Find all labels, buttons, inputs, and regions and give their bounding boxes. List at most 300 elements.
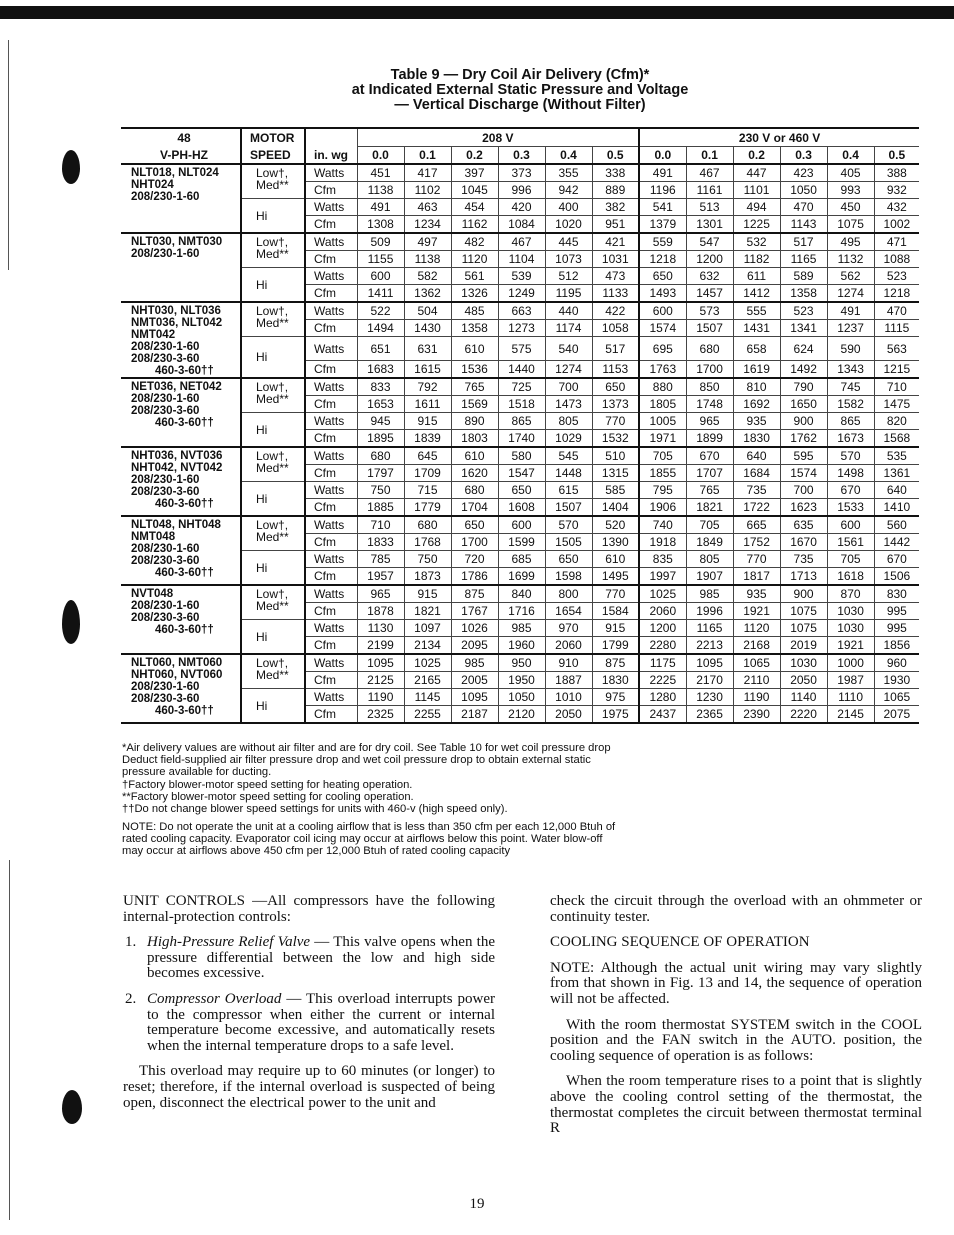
value-cell: 1473 [545,396,592,413]
model-line: NLT030, NMT030 [131,236,223,248]
table-row [121,164,919,182]
value-cell: 1709 [404,465,451,482]
pressure-header: 0.3 [780,147,827,165]
value-cell: 561 [451,268,498,285]
value-cell: 615 [545,482,592,499]
value-cell: 770 [592,413,639,430]
value-cell: 715 [404,482,451,499]
table-title-line-1: Table 9 — Dry Coil Air Delivery (Cfm)* [390,67,650,83]
value-cell: 423 [780,164,827,182]
unit-cell: Cfm [305,430,357,448]
value-cell: 740 [639,516,686,534]
speed-med-label: Med** [256,316,289,330]
table-row [121,516,919,534]
value-cell: 1495 [592,568,639,586]
value-cell: 1878 [357,603,404,620]
footnote-2: †Factory blower-motor speed setting for heating operation. [122,779,413,791]
value-cell: 540 [545,337,592,361]
value-cell: 1786 [451,568,498,586]
value-cell: 935 [733,413,780,430]
speed-low-label: Low†, [256,380,289,394]
value-cell: 2437 [639,706,686,724]
unit-cell: Cfm [305,465,357,482]
item-body: — This overload interrupts power to the compressor when either the current or internal temperature become excessive, and automatically resets when the internal temperature drops to a safe level. [147,990,495,1054]
value-cell: 563 [874,337,919,361]
value-cell: 1000 [827,654,874,672]
value-cell: 545 [545,447,592,465]
value-cell: 1768 [404,534,451,551]
value-cell: 610 [451,447,498,465]
value-cell: 1075 [780,620,827,637]
pressure-header: 0.5 [874,147,919,165]
value-cell: 735 [733,482,780,499]
section-heading: COOLING SEQUENCE OF OPERATION [550,934,810,951]
footnote-1a: *Air delivery values are without air filter and are for dry coil. See Table 10 for wet coil pressure drop [122,742,611,754]
value-cell: 2390 [733,706,780,724]
value-cell: 2145 [827,706,874,724]
value-cell: 470 [780,199,827,216]
page-number: 19 [469,1196,485,1212]
value-cell: 865 [827,413,874,430]
value-cell: 2365 [686,706,733,724]
value-cell: 2060 [545,637,592,655]
model-line: 460-3-60†† [155,498,214,510]
model-line: 208/230-3-60 [131,612,200,624]
unit-cell: Watts [305,447,357,465]
value-cell: 792 [404,378,451,396]
table-title-line-2: at Indicated External Static Pressure and Voltage [351,82,689,98]
value-cell: 491 [639,164,686,182]
value-cell: 1161 [686,182,733,199]
value-cell: 1830 [592,672,639,689]
value-cell: 1102 [404,182,451,199]
table-row [121,199,919,216]
value-cell: 1975 [592,706,639,724]
value-cell: 1803 [451,430,498,448]
model-line: 208/230-1-60 [131,681,200,693]
value-cell: 680 [451,482,498,499]
model-line: NMT042 [131,329,176,341]
value-cell: 1431 [733,320,780,337]
value-cell: 470 [874,302,919,320]
value-cell: 523 [780,302,827,320]
value-cell: 770 [592,585,639,603]
value-cell: 945 [357,413,404,430]
left-scan-edge [8,40,9,270]
model-line: NET036, NET042 [131,381,222,393]
speed-hi: Hi [241,620,305,655]
value-cell: 915 [404,585,451,603]
value-cell: 1115 [874,320,919,337]
value-cell: 582 [404,268,451,285]
value-cell: 1050 [498,689,545,706]
value-cell: 658 [733,337,780,361]
value-cell: 420 [498,199,545,216]
value-cell: 1030 [827,603,874,620]
unit-cell: Watts [305,164,357,182]
value-cell: 705 [686,516,733,534]
value-cell: 650 [498,482,545,499]
value-cell: 1341 [780,320,827,337]
value-cell: 1440 [498,361,545,379]
value-cell: 422 [592,302,639,320]
value-cell: 1218 [639,251,686,268]
speed-hi: Hi [241,337,305,379]
model-line: 208/230-3-60 [131,405,200,417]
unit-cell: Cfm [305,320,357,337]
unit-cell: Cfm [305,361,357,379]
value-cell: 1849 [686,534,733,551]
value-cell: 1025 [639,585,686,603]
value-cell: 1752 [733,534,780,551]
value-cell: 1598 [545,568,592,586]
value-cell: 995 [874,603,919,620]
value-cell: 1821 [686,499,733,517]
value-cell: 1050 [780,182,827,199]
value-cell: 1821 [404,603,451,620]
value-cell: 1498 [827,465,874,482]
value-cell: 1026 [451,620,498,637]
model-line: 208/230-1-60 [131,543,200,555]
motor-header: MOTOR [241,128,305,147]
value-cell: 1138 [404,251,451,268]
value-cell: 1020 [545,216,592,234]
value-cell: 454 [451,199,498,216]
value-cell: 995 [874,620,919,637]
top-scan-bar [0,6,954,19]
value-cell: 2125 [357,672,404,689]
value-cell: 1817 [733,568,780,586]
model-header: 48 [121,128,241,147]
unit-cell: Watts [305,378,357,396]
model-line: 460-3-60†† [155,624,214,636]
value-cell: 900 [780,413,827,430]
value-cell: 1748 [686,396,733,413]
value-cell: 950 [498,654,545,672]
value-cell: 1190 [357,689,404,706]
value-cell: 725 [498,378,545,396]
table-row [121,620,919,637]
value-cell: 373 [498,164,545,182]
value-cell: 996 [498,182,545,199]
value-cell: 960 [874,654,919,672]
value-cell: 1574 [780,465,827,482]
value-cell: 645 [404,447,451,465]
value-cell: 985 [498,620,545,637]
unit-cell: Cfm [305,499,357,517]
speed-low-med [241,302,305,337]
model-cell [121,233,241,302]
footnote-4: ††Do not change blower speed settings for units with 460-v (high speed only). [122,803,508,815]
value-cell: 1315 [592,465,639,482]
value-cell: 965 [686,413,733,430]
unit-cell: Watts [305,233,357,251]
binder-hole-mark [62,600,80,644]
value-cell: 870 [827,585,874,603]
value-cell: 1005 [639,413,686,430]
model-line: NHT030, NLT036 [131,305,221,317]
footnote-3: **Factory blower-motor speed setting for cooling operation. [122,791,414,803]
table-row [121,268,919,285]
value-cell: 1906 [639,499,686,517]
value-cell: 1611 [404,396,451,413]
table-row [121,337,919,361]
value-cell: 1190 [733,689,780,706]
value-cell: 2170 [686,672,733,689]
value-cell: 485 [451,302,498,320]
value-cell: 820 [874,413,919,430]
speed-low-med [241,164,305,199]
value-cell: 1196 [639,182,686,199]
value-cell: 785 [357,551,404,568]
value-cell: 1030 [780,654,827,672]
value-cell: 589 [780,268,827,285]
value-cell: 1779 [404,499,451,517]
value-cell: 1475 [874,396,919,413]
value-cell: 1120 [733,620,780,637]
value-cell: 1918 [639,534,686,551]
value-cell: 2095 [451,637,498,655]
value-cell: 765 [686,482,733,499]
value-cell: 1412 [733,285,780,303]
value-cell: 631 [404,337,451,361]
value-cell: 1895 [357,430,404,448]
value-cell: 680 [404,516,451,534]
value-cell: 482 [451,233,498,251]
value-cell: 680 [686,337,733,361]
value-cell: 512 [545,268,592,285]
value-cell: 1215 [874,361,919,379]
footnote-1c: pressure available for ducting. [122,766,272,778]
value-cell: 790 [780,378,827,396]
speed-hi: Hi [241,551,305,586]
value-cell: 1704 [451,499,498,517]
value-cell: 1274 [827,285,874,303]
value-cell: 663 [498,302,545,320]
pressure-header: 0.0 [357,147,404,165]
value-cell: 1518 [498,396,545,413]
model-header-2: V-PH-HZ [121,147,241,165]
model-line: NMT048 [131,531,176,543]
value-cell: 1699 [498,568,545,586]
value-cell: 1599 [498,534,545,551]
list-text [147,992,495,1054]
value-cell: 1855 [639,465,686,482]
value-cell: 1713 [780,568,827,586]
value-cell: 611 [733,268,780,285]
model-cell [121,585,241,654]
value-cell: 610 [592,551,639,568]
value-cell: 1182 [733,251,780,268]
value-cell: 1707 [686,465,733,482]
value-cell: 1620 [451,465,498,482]
value-cell: 1308 [357,216,404,234]
list-text [147,935,495,982]
value-cell: 632 [686,268,733,285]
model-line: NLT060, NMT060 [131,657,223,669]
value-cell: 451 [357,164,404,182]
speed-med-label: Med** [256,247,289,261]
value-cell: 1110 [827,689,874,706]
item-heading: Compressor Overload [147,990,282,1007]
value-cell: 1716 [498,603,545,620]
unit-cell: Cfm [305,534,357,551]
value-cell: 600 [827,516,874,534]
speed-low-label: Low†, [256,304,289,318]
value-cell: 1957 [357,568,404,586]
table-row [121,689,919,706]
value-cell: 1101 [733,182,780,199]
value-cell: 445 [545,233,592,251]
value-cell: 1997 [639,568,686,586]
value-cell: 1833 [357,534,404,551]
table-row [121,233,919,251]
value-cell: 1683 [357,361,404,379]
value-cell: 405 [827,164,874,182]
model-line: 208/230-3-60 [131,486,200,498]
value-cell: 2050 [780,672,827,689]
speed-low-med [241,378,305,413]
value-cell: 1700 [686,361,733,379]
value-cell: 1095 [686,654,733,672]
value-cell: 547 [686,233,733,251]
value-cell: 355 [545,164,592,182]
value-cell: 795 [639,482,686,499]
unit-cell: Watts [305,302,357,320]
unit-cell: Watts [305,413,357,430]
value-cell: 833 [357,378,404,396]
value-cell: 2050 [545,706,592,724]
value-cell: 1075 [827,216,874,234]
value-cell: 765 [451,378,498,396]
speed-hi: Hi [241,268,305,303]
value-cell: 951 [592,216,639,234]
value-cell: 510 [592,447,639,465]
unit-cell: Watts [305,516,357,534]
value-cell: 985 [686,585,733,603]
unit-cell: Cfm [305,396,357,413]
value-cell: 504 [404,302,451,320]
value-cell: 1987 [827,672,874,689]
speed-hi: Hi [241,689,305,724]
inwg-header: in. wg [305,147,357,165]
value-cell: 1390 [592,534,639,551]
value-cell: 900 [780,585,827,603]
value-cell: 400 [545,199,592,216]
pressure-header: 0.2 [733,147,780,165]
value-cell: 1273 [498,320,545,337]
value-cell: 1536 [451,361,498,379]
speed-low-label: Low†, [256,166,289,180]
pressure-header: 0.2 [451,147,498,165]
value-cell: 522 [357,302,404,320]
list-number: 2. [125,990,137,1007]
list-item [123,935,495,982]
value-cell: 1506 [874,568,919,586]
value-cell: 2075 [874,706,919,724]
value-cell: 1133 [592,285,639,303]
value-cell: 2168 [733,637,780,655]
model-cell [121,164,241,233]
value-cell: 595 [780,447,827,465]
value-cell: 1653 [357,396,404,413]
unit-header-blank [305,128,357,147]
footnote-1b: Deduct field-supplied air filter pressure drop and wet coil pressure drop to obtain external static [122,754,591,766]
value-cell: 1873 [404,568,451,586]
item-heading: High-Pressure Relief Valve [147,934,311,951]
value-cell: 970 [545,620,592,637]
value-cell: 932 [874,182,919,199]
value-cell: 440 [545,302,592,320]
value-cell: 650 [592,378,639,396]
value-cell: 2060 [639,603,686,620]
value-cell: 1065 [733,654,780,672]
value-cell: 2187 [451,706,498,724]
value-cell: 559 [639,233,686,251]
value-cell: 1533 [827,499,874,517]
value-cell: 710 [874,378,919,396]
value-cell: 810 [733,378,780,396]
value-cell: 635 [780,516,827,534]
value-cell: 388 [874,164,919,182]
air-delivery-table [121,127,919,724]
value-cell: 1073 [545,251,592,268]
unit-cell: Watts [305,199,357,216]
value-cell: 750 [404,551,451,568]
value-cell: 2199 [357,637,404,655]
speed-hi: Hi [241,482,305,517]
value-cell: 2255 [404,706,451,724]
model-line: 208/230-3-60 [131,693,200,705]
speed-med-label: Med** [256,178,289,192]
unit-controls-paragraph: UNIT CONTROLS —All compressors have the following internal-protection controls: [123,893,495,925]
value-cell: 1722 [733,499,780,517]
value-cell: 421 [592,233,639,251]
value-cell: 580 [498,447,545,465]
value-cell: 1763 [639,361,686,379]
value-cell: 495 [827,233,874,251]
value-cell: 1532 [592,430,639,448]
room-temperature-paragraph: When the room temperature rises to a point that is slightly above the cooling control setting of the thermostat, the thermostat completes the circuit between thermostat terminal R [550,1073,922,1137]
value-cell: 1095 [451,689,498,706]
value-cell: 573 [686,302,733,320]
value-cell: 562 [827,268,874,285]
value-cell: 735 [780,551,827,568]
value-cell: 1569 [451,396,498,413]
value-cell: 1280 [639,689,686,706]
value-cell: 670 [686,447,733,465]
model-line: 208/230-1-60 [131,474,200,486]
value-cell: 463 [404,199,451,216]
value-cell: 915 [592,620,639,637]
speed-low-label: Low†, [256,235,289,249]
value-cell: 1132 [827,251,874,268]
value-cell: 650 [639,268,686,285]
value-cell: 720 [451,551,498,568]
value-cell: 1200 [686,251,733,268]
unit-cell: Cfm [305,603,357,620]
value-cell: 685 [498,551,545,568]
speed-low-med [241,585,305,620]
value-cell: 1921 [827,637,874,655]
value-cell: 1120 [451,251,498,268]
value-cell: 1097 [404,620,451,637]
value-cell: 1138 [357,182,404,199]
value-cell: 1025 [404,654,451,672]
value-cell: 1002 [874,216,919,234]
value-cell: 875 [451,585,498,603]
unit-cell: Cfm [305,285,357,303]
